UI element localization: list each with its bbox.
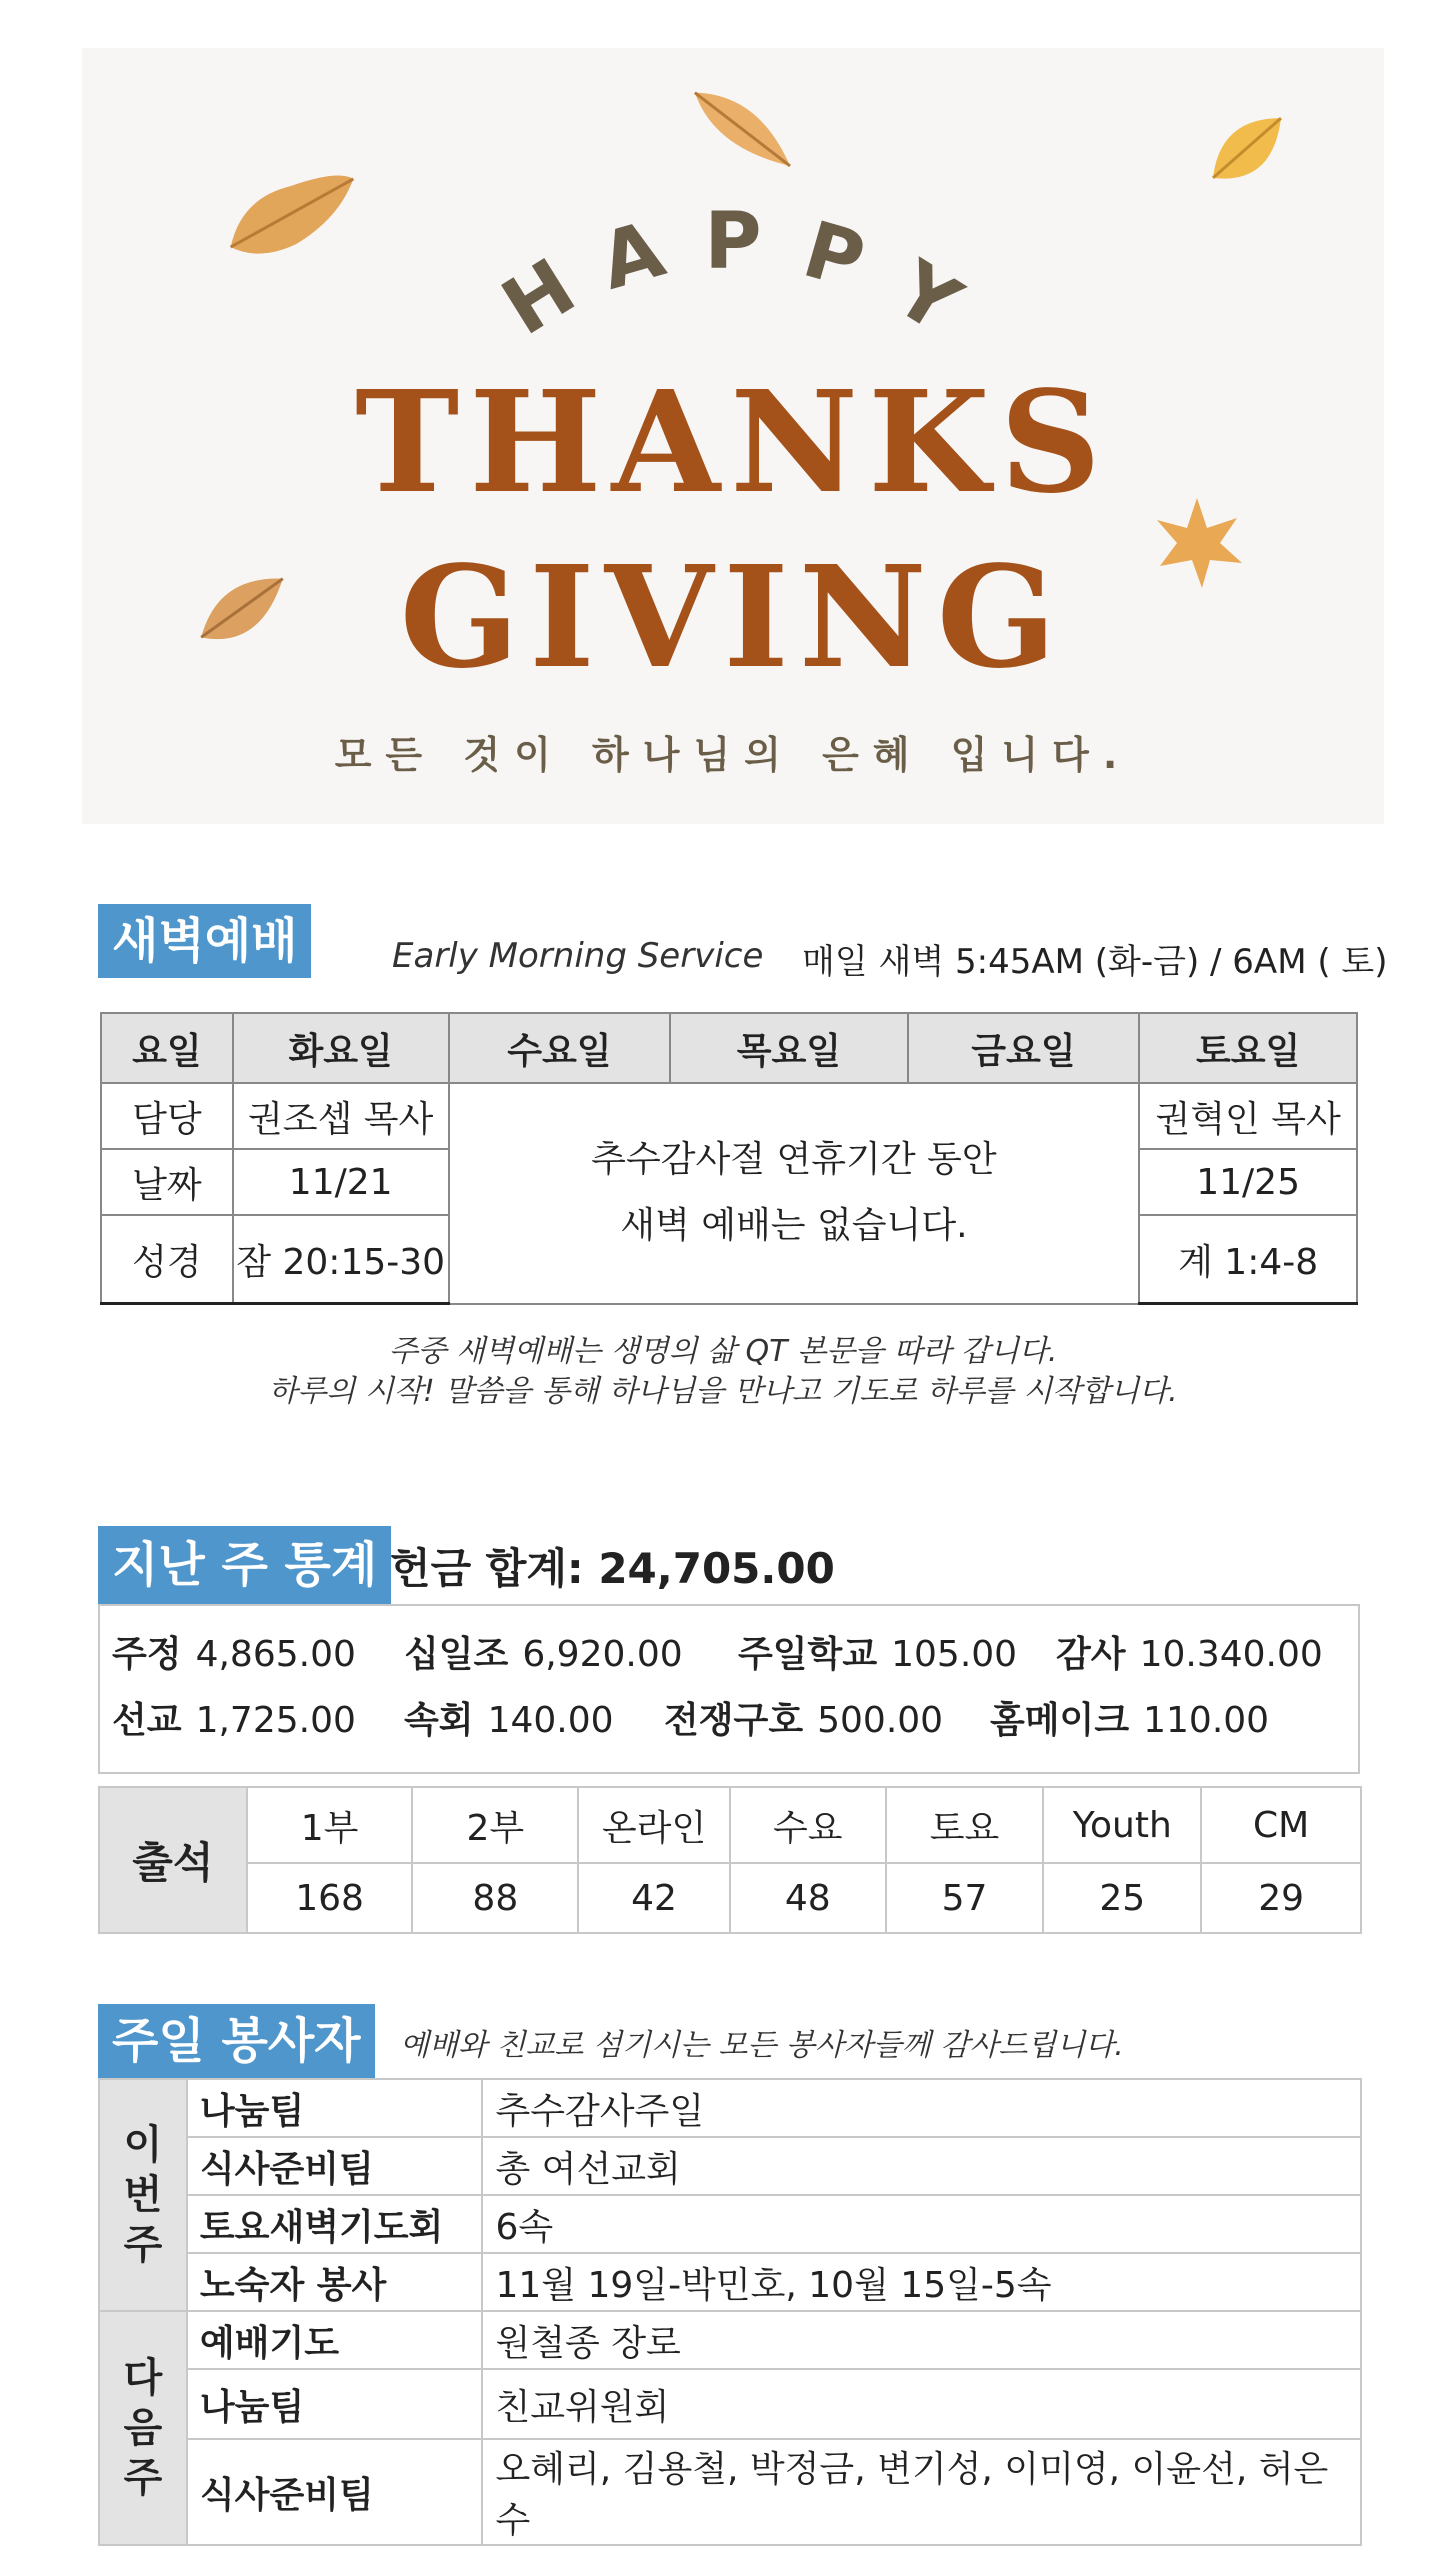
- volunteer-name: 6속: [482, 2195, 1361, 2253]
- offering-item: 속회 140.00: [404, 1700, 614, 1741]
- sat-date: 11/25: [1139, 1149, 1357, 1215]
- early-morning-subtitle: Early Morning Service: [392, 936, 764, 976]
- volunteer-role: 식사준비팀: [187, 2137, 483, 2195]
- next-week-label: 다 음 주: [99, 2311, 187, 2545]
- volunteer-name: 친교위원회: [482, 2369, 1361, 2439]
- attendance-header: 토요: [886, 1787, 1044, 1863]
- early-morning-schedule: 매일 새벽 5:45AM (화-금) / 6AM ( 토): [802, 942, 1388, 982]
- holiday-notice-line2: 새벽 예배는 없습니다.: [620, 1205, 968, 1247]
- offering-item: 주일학교 105.00: [738, 1634, 1018, 1675]
- sat-scripture: 계 1:4-8: [1139, 1215, 1357, 1304]
- volunteer-role: 예배기도: [187, 2311, 483, 2369]
- offerings-box: [98, 1604, 1360, 1774]
- tue-leader: 권조셉 목사: [233, 1083, 449, 1149]
- feather-leaf-icon: [662, 58, 812, 198]
- holiday-notice-line1: 추수감사절 연휴기간 동안: [591, 1139, 997, 1181]
- attendance-header: 수요: [730, 1787, 886, 1863]
- giving-title: GIVING: [399, 536, 1067, 700]
- header-fri: 금요일: [908, 1013, 1140, 1083]
- happy-letter: P: [793, 205, 874, 308]
- attendance-value: 25: [1043, 1863, 1201, 1933]
- header-tue: 화요일: [233, 1013, 449, 1083]
- yellow-leaf-icon: [1192, 98, 1302, 198]
- volunteer-role: 토요새벽기도회: [187, 2195, 483, 2253]
- attendance-value: 57: [886, 1863, 1044, 1933]
- brown-leaf-icon: [182, 558, 302, 658]
- attendance-label: 출석: [99, 1787, 247, 1933]
- oak-leaf-icon: [212, 158, 372, 268]
- row-label-scripture: 성경: [101, 1215, 233, 1304]
- sat-leader: 권혁인 목사: [1139, 1083, 1357, 1149]
- maple-leaf-icon: [1142, 488, 1252, 598]
- qt-note-line2: 하루의 시작! 말씀을 통해 하나님을 만나고 기도로 하루를 시작합니다.: [268, 1374, 1178, 1409]
- volunteer-role: 노숙자 봉사: [187, 2253, 483, 2311]
- attendance-header: 1부: [247, 1787, 413, 1863]
- volunteer-name: 추수감사주일: [482, 2079, 1361, 2137]
- stats-tag: 지난 주 통계: [98, 1526, 391, 1604]
- happy-letter: A: [590, 204, 674, 308]
- thanksgiving-banner: [82, 48, 1384, 824]
- volunteers-subtitle: 예배와 친교로 섬기시는 모든 봉사자들께 감사드립니다.: [400, 2028, 1124, 2063]
- happy-letter: H: [487, 242, 591, 354]
- attendance-header: CM: [1201, 1787, 1361, 1863]
- tue-date: 11/21: [233, 1149, 449, 1215]
- attendance-value: 42: [578, 1863, 730, 1933]
- offering-item: 선교 1,725.00: [112, 1700, 356, 1741]
- header-wed: 수요일: [449, 1013, 671, 1083]
- volunteer-role: 나눔팀: [187, 2369, 483, 2439]
- volunteer-role: 나눔팀: [187, 2079, 483, 2137]
- offering-item: 감사 10.340.00: [1056, 1634, 1323, 1675]
- attendance-header: 온라인: [578, 1787, 730, 1863]
- offering-item: 홈메이크 110.00: [990, 1700, 1270, 1741]
- this-week-label: 이 번 주: [99, 2079, 187, 2311]
- happy-letter: Y: [879, 244, 975, 351]
- offering-total: 헌금 합계: 24,705.00: [390, 1544, 835, 1593]
- header-sat: 토요일: [1139, 1013, 1357, 1083]
- tue-scripture: 잠 20:15-30: [233, 1215, 449, 1304]
- volunteer-name: 총 여선교회: [482, 2137, 1361, 2195]
- attendance-value: 88: [412, 1863, 578, 1933]
- row-label-date: 날짜: [101, 1149, 233, 1215]
- offering-item: 주정 4,865.00: [112, 1634, 356, 1675]
- banner-subtitle: 모든 것이 하나님의 은혜 입니다.: [334, 733, 1132, 777]
- offering-item: 전쟁구호 500.00: [664, 1700, 944, 1741]
- header-day: 요일: [101, 1013, 233, 1083]
- volunteer-name: 오혜리, 김용철, 박정금, 변기성, 이미영, 이윤선, 허은수: [482, 2439, 1361, 2545]
- attendance-header: Youth: [1043, 1787, 1201, 1863]
- attendance-value: 29: [1201, 1863, 1361, 1933]
- volunteers-table: [98, 2078, 1362, 2546]
- volunteer-role: 식사준비팀: [187, 2439, 483, 2545]
- row-label-leader: 담당: [101, 1083, 233, 1149]
- early-morning-tag: 새벽예배: [98, 904, 311, 978]
- volunteer-name: 원철종 장로: [482, 2311, 1361, 2369]
- attendance-value: 48: [730, 1863, 886, 1933]
- attendance-value: 168: [247, 1863, 413, 1933]
- holiday-notice: [449, 1083, 1140, 1304]
- attendance-header: 2부: [412, 1787, 578, 1863]
- volunteer-name: 11월 19일-박민호, 10월 15일-5속: [482, 2253, 1361, 2311]
- attendance-table: [98, 1786, 1362, 1934]
- thanks-title: THANKS: [355, 361, 1111, 525]
- early-morning-table: [100, 1012, 1358, 1305]
- header-thu: 목요일: [670, 1013, 908, 1083]
- offering-item: 십일조 6,920.00: [404, 1634, 683, 1675]
- happy-letter: P: [704, 197, 762, 287]
- qt-note-line1: 주중 새벽예배는 생명의 삶 QT 본문을 따라 갑니다.: [388, 1334, 1058, 1369]
- volunteers-tag: 주일 봉사자: [98, 2004, 375, 2078]
